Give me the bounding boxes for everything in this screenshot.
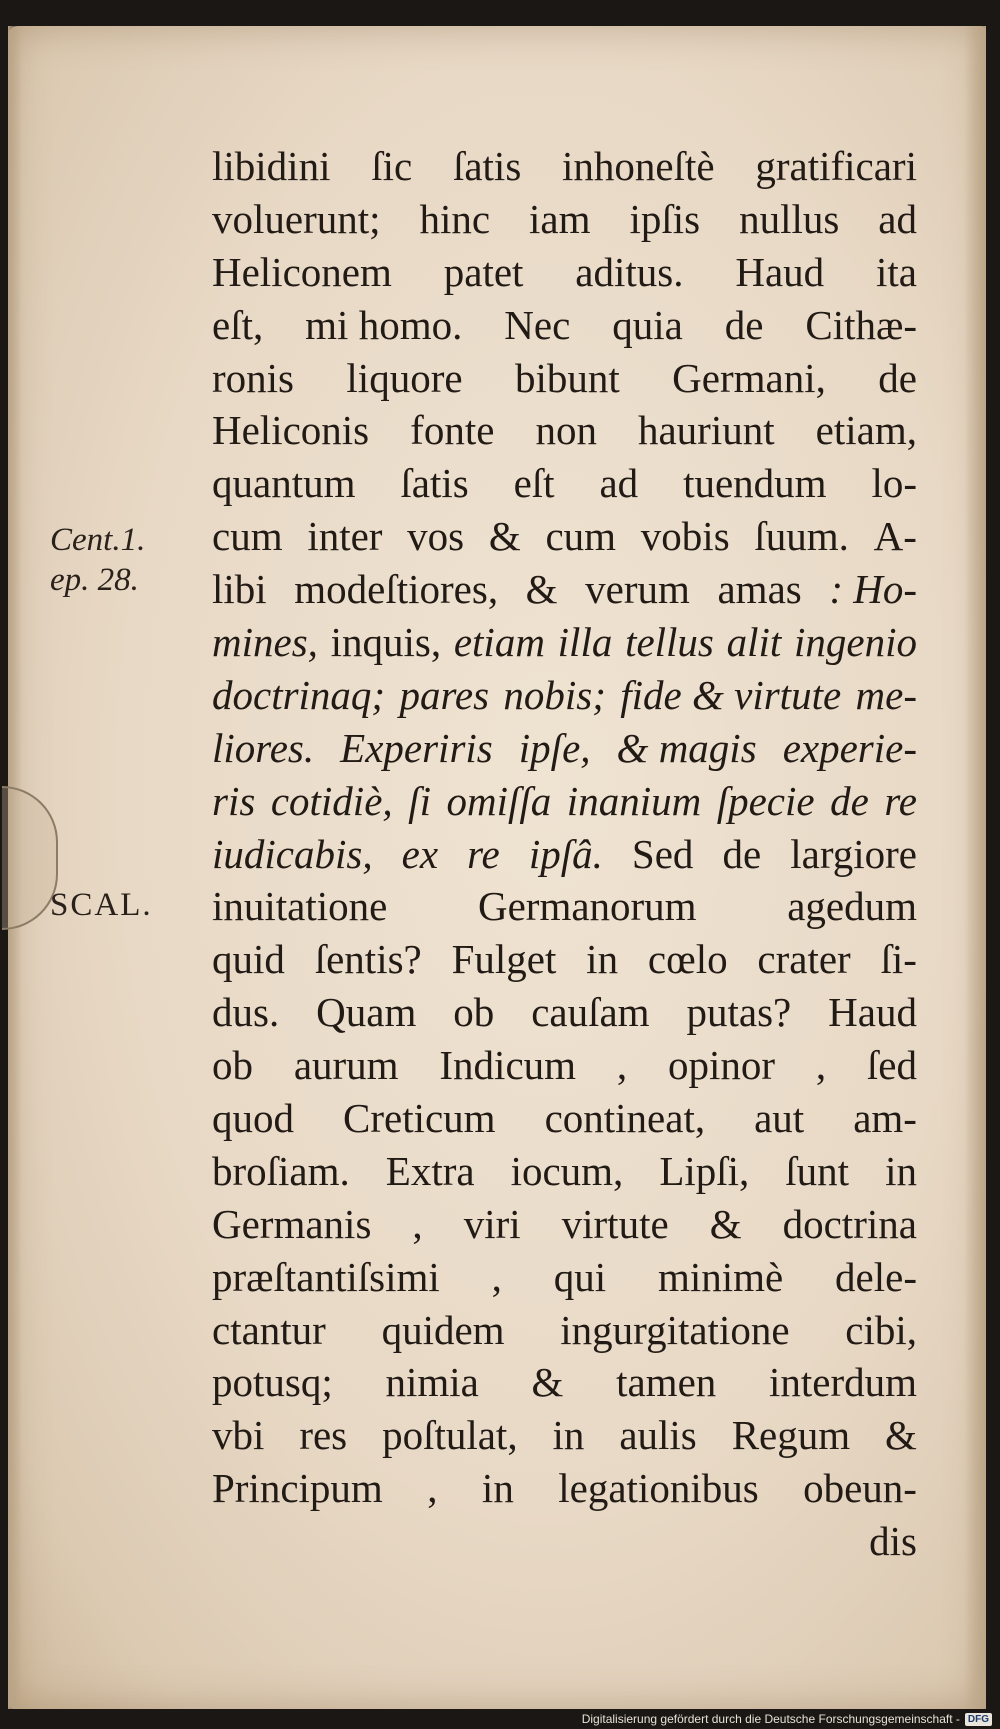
word: nullus [739, 195, 840, 242]
margin-note-reference [50, 520, 145, 600]
word: inter [307, 513, 383, 560]
word: potusq; [212, 1359, 333, 1406]
word: pares [399, 671, 490, 718]
word: & [488, 513, 521, 560]
word: ris [212, 777, 256, 824]
margin-note-line: Cent.1. [50, 522, 146, 558]
word: doctrinaq; [212, 671, 386, 718]
word: Creticum [343, 1095, 496, 1142]
word: dis [869, 1518, 917, 1565]
word: hauriunt [637, 407, 775, 454]
word: largiore [790, 830, 917, 877]
text-line [212, 669, 917, 722]
word: ingurgitatione [560, 1306, 790, 1353]
word: , [412, 1200, 423, 1247]
text-line [212, 1145, 917, 1198]
word: lo- [871, 460, 917, 507]
word: vos [407, 513, 465, 560]
text-line [212, 352, 917, 405]
word: liquore [346, 354, 463, 401]
word: in [586, 936, 619, 983]
body-text [212, 140, 917, 1568]
text-line [212, 193, 917, 246]
word: quod [212, 1095, 294, 1142]
word: cibi, [845, 1306, 917, 1353]
word: de [724, 301, 764, 348]
word: inuitatione [212, 883, 388, 930]
word: inanium [566, 777, 702, 824]
word: res [299, 1412, 348, 1459]
word: re [884, 777, 917, 824]
word: ipſis [629, 195, 701, 242]
word: in [885, 1147, 917, 1194]
word: fonte [410, 407, 495, 454]
credit-text: Digitalisierung gefördert durch die Deutsche Forschungsgemeinschaft - [581, 1712, 960, 1726]
word: virtute [561, 1200, 669, 1247]
word: crater [757, 936, 851, 983]
word: vobis [640, 513, 730, 560]
word: tellus [625, 619, 714, 666]
word: etiam, [815, 407, 917, 454]
word: ſed [866, 1042, 917, 1089]
word: Cithæ- [805, 301, 917, 348]
word: : Ho- [829, 566, 917, 613]
word: ex [401, 830, 439, 877]
word: tamen [616, 1359, 717, 1406]
word: , [427, 1465, 438, 1512]
word: hinc [419, 195, 491, 242]
word: agedum [787, 883, 917, 930]
word: Lipſi, [659, 1147, 750, 1194]
word: cotidiè, [270, 777, 393, 824]
word: & [885, 1412, 917, 1459]
word: legationibus [558, 1465, 759, 1512]
word: Indicum [439, 1042, 577, 1089]
word: aurum [293, 1042, 399, 1089]
digitization-credit [582, 1712, 992, 1726]
word: , [491, 1253, 502, 1300]
word: viri [463, 1200, 521, 1247]
word: minimè [657, 1253, 784, 1300]
word: Haud [735, 248, 825, 295]
text-line [212, 1515, 917, 1568]
word: poſtulat, [382, 1412, 518, 1459]
word: Heliconis [212, 407, 370, 454]
word: in [481, 1465, 514, 1512]
word: iam [529, 195, 591, 242]
word: contineat, [544, 1095, 706, 1142]
text-line [212, 1039, 917, 1092]
word: illa [557, 619, 613, 666]
word: & [525, 566, 558, 613]
word: putas? [686, 989, 792, 1036]
word: cauſam [531, 989, 650, 1036]
text-line [212, 510, 917, 563]
text-line [212, 1409, 917, 1462]
word: ſentis? [314, 936, 422, 983]
word: verum [585, 566, 690, 613]
word: Nec [504, 301, 571, 348]
word: modeſtiores, [294, 566, 499, 613]
word: re [467, 830, 500, 877]
word: & magis [616, 724, 757, 771]
text-line [212, 1198, 917, 1251]
text-line [212, 775, 917, 828]
word: qui [553, 1253, 607, 1300]
word: libi [212, 566, 267, 613]
word: libidini [212, 143, 331, 189]
word: ronis [212, 354, 294, 401]
text-line [212, 457, 917, 510]
word: inhoneſtè [562, 143, 715, 189]
word: nobis; [503, 671, 606, 718]
word: quantum [212, 460, 356, 507]
word: vbi [212, 1412, 265, 1459]
word: experie- [782, 724, 917, 771]
text-line [212, 828, 917, 881]
word: tuendum [683, 460, 827, 507]
word: ſi [408, 777, 431, 824]
text-line [212, 933, 917, 986]
word: ctantur [212, 1306, 326, 1353]
word: Germanis [212, 1200, 372, 1247]
word: de [878, 354, 917, 401]
word: præſtantiſsimi [212, 1253, 440, 1300]
word: ingenio [794, 619, 917, 666]
word: ſpecie [716, 777, 815, 824]
text-line [212, 1462, 917, 1515]
dfg-logo: DFG [965, 1713, 992, 1726]
word: iocum, [510, 1147, 624, 1194]
word: Sed [631, 830, 694, 877]
word: etiam [453, 619, 545, 666]
word: Quam [316, 989, 417, 1036]
text-line [212, 722, 917, 775]
text-line [212, 1304, 917, 1357]
word: , [815, 1042, 827, 1089]
page-edge-right [964, 26, 986, 1709]
text-line [212, 563, 917, 616]
word: ad [599, 460, 639, 507]
word: ipſe, [518, 724, 591, 771]
word: nimia [385, 1359, 479, 1406]
word: Extra [385, 1147, 475, 1194]
text-line [212, 1092, 917, 1145]
text-line [212, 299, 917, 352]
word: amas [717, 566, 802, 613]
word: ſic [371, 143, 413, 189]
word: ad [878, 195, 917, 242]
word: omiſſa [446, 777, 552, 824]
word: ita [876, 248, 917, 295]
word: broſiam. [212, 1147, 350, 1194]
margin-note-line: ep. 28. [50, 562, 139, 598]
text-line [212, 246, 917, 299]
word: Germani, [672, 354, 826, 401]
word: gratificari [755, 143, 917, 189]
word: ſi- [880, 936, 917, 983]
word: voluerunt; [212, 195, 381, 242]
word: de [830, 777, 869, 824]
word: Regum [731, 1412, 851, 1459]
word: fide & virtute [620, 671, 842, 718]
word: & [531, 1359, 564, 1406]
word: cum [212, 513, 283, 560]
text-line [212, 1251, 917, 1304]
word: in [552, 1412, 585, 1459]
word: & [709, 1200, 742, 1247]
word: ſatis [400, 460, 469, 507]
margin-note-scal: SCAL. [50, 887, 153, 923]
word: mi homo. [305, 301, 463, 348]
word: cum [545, 513, 617, 560]
word: obeun- [803, 1465, 917, 1512]
word: cœlo [647, 936, 728, 983]
word: de [722, 830, 762, 877]
word: dele- [835, 1253, 917, 1300]
text-line [212, 404, 917, 457]
word: ob [453, 989, 495, 1036]
word: eſt, [212, 301, 264, 348]
word: ſunt [785, 1147, 850, 1194]
word: Fulget [451, 936, 557, 983]
word: aut [754, 1095, 805, 1142]
word: ob [212, 1042, 253, 1089]
word: Germanorum [477, 883, 697, 930]
word: quidem [381, 1306, 505, 1353]
word: mines, [212, 619, 318, 666]
word: ipſâ. [528, 830, 603, 877]
word: eſt [513, 460, 555, 507]
word: me- [855, 671, 917, 718]
word: aulis [619, 1412, 697, 1459]
word: ſuum. [754, 513, 849, 560]
text-line [212, 1356, 917, 1409]
word: opinor [667, 1042, 775, 1089]
word: ſatis [452, 143, 522, 189]
word: Experiris [340, 724, 493, 771]
word: alit [726, 619, 782, 666]
word: aditus. [575, 248, 684, 295]
word: inquis, [330, 619, 442, 666]
word: am- [853, 1095, 917, 1142]
word: interdum [768, 1359, 917, 1406]
word: quid [212, 936, 285, 983]
text-line [212, 140, 917, 193]
word: non [535, 407, 597, 454]
word: patet [443, 248, 524, 295]
text-line [212, 616, 917, 669]
word: doctrina [782, 1200, 917, 1247]
word: quia [612, 301, 683, 348]
word: Principum [212, 1465, 383, 1512]
word: iudicabis, [212, 830, 373, 877]
word: liores. [212, 724, 315, 771]
text-line [212, 986, 917, 1039]
word: dus. [212, 989, 280, 1036]
word: Haud [828, 989, 917, 1036]
word: A- [873, 513, 917, 560]
word: bibunt [514, 354, 620, 401]
word: Heliconem [212, 248, 392, 295]
text-line [212, 880, 917, 933]
word: , [616, 1042, 628, 1089]
